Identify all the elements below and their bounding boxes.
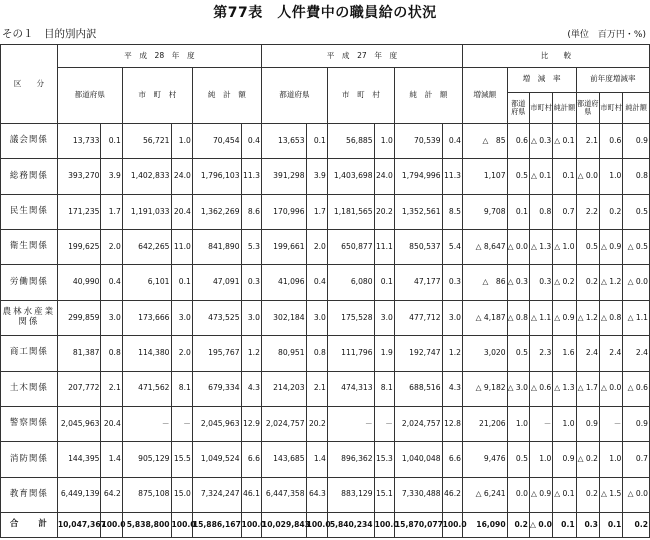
table-cell: 0.2	[623, 512, 650, 537]
table-cell: 841,890	[192, 230, 241, 265]
table-cell: 24.0	[374, 159, 394, 194]
header-change-rate: 増 減 率	[507, 67, 576, 92]
table-cell: 850,537	[394, 230, 442, 265]
table-cell: 81,387	[57, 336, 101, 371]
table-cell: 477,712	[394, 300, 442, 335]
table-cell: 679,334	[192, 371, 241, 406]
table-cell: 2.0	[306, 230, 327, 265]
table-cell: 3.0	[306, 300, 327, 335]
table-cell: 0.4	[101, 265, 122, 300]
table-cell: 1.4	[101, 442, 122, 477]
table-cell: △ 0.1	[529, 159, 552, 194]
table-cell: 8.1	[171, 371, 192, 406]
row-label: 合 計	[1, 512, 58, 537]
table-cell: 471,562	[122, 371, 171, 406]
table-cell: 41,096	[261, 265, 306, 300]
table-cell: △ 0.3	[507, 265, 529, 300]
table-cell: 199,661	[261, 230, 306, 265]
table-cell: △ 0.2	[576, 442, 599, 477]
row-label: 警察関係	[1, 406, 58, 441]
page-title: 第77表 人件費中の職員給の状況	[213, 5, 437, 21]
table-row	[1, 159, 650, 194]
table-cell: 144,395	[57, 442, 101, 477]
table-cell: △ 1.2	[599, 265, 622, 300]
table-cell: 1,107	[462, 159, 507, 194]
table-subtitle: その１ 目的別内訳	[2, 28, 97, 40]
table-cell: 3.9	[306, 159, 327, 194]
header-prev-rate-net: 純計額	[623, 92, 650, 123]
table-cell: 173,666	[122, 300, 171, 335]
table-cell: 1.0	[529, 442, 552, 477]
table-cell: 1,794,996	[394, 159, 442, 194]
table-cell: 12.9	[241, 406, 261, 441]
table-cell: 0.9	[553, 442, 576, 477]
table-cell: 393,270	[57, 159, 101, 194]
row-label: 土木関係	[1, 371, 58, 406]
table-cell: 15.0	[171, 477, 192, 512]
table-cell: 207,772	[57, 371, 101, 406]
table-cell: △ 1.2	[576, 300, 599, 335]
table-cell: 0.3	[241, 265, 261, 300]
table-cell: 214,203	[261, 371, 306, 406]
table-cell: 46.1	[241, 477, 261, 512]
table-cell: 6,101	[122, 265, 171, 300]
table-cell: △ 3.0	[507, 371, 529, 406]
table-cell: 4.3	[442, 371, 462, 406]
table-cell: 100.0	[171, 512, 192, 537]
header-fy27: 平 成 27 年 度	[261, 45, 462, 68]
table-cell: 0.3	[529, 265, 552, 300]
header-fy27-prefecture: 都道府県	[261, 67, 327, 123]
table-cell: 3.0	[171, 300, 192, 335]
table-cell: 11.3	[442, 159, 462, 194]
row-label: 総務関係	[1, 159, 58, 194]
table-cell: △ 0.0	[529, 512, 552, 537]
table-cell: 0.1	[553, 159, 576, 194]
row-label: 衛生関係	[1, 230, 58, 265]
table-cell: 6.6	[442, 442, 462, 477]
row-label: 労働関係	[1, 265, 58, 300]
table-cell: △ 1.0	[553, 230, 576, 265]
table-cell: △ 0.1	[553, 477, 576, 512]
table-cell: 20.2	[374, 194, 394, 229]
table-cell: 11.3	[241, 159, 261, 194]
table-row	[1, 300, 650, 335]
table-cell: 0.6	[599, 124, 622, 159]
row-label: 農林水産業関係	[1, 300, 58, 335]
table-cell: 302,184	[261, 300, 306, 335]
table-cell: 1.6	[553, 336, 576, 371]
table-cell: 3.0	[374, 300, 394, 335]
table-cell: 0.2	[576, 265, 599, 300]
table-cell: 10,047,367	[57, 512, 101, 537]
table-cell: 2.4	[623, 336, 650, 371]
table-cell: △ 0.6	[623, 371, 650, 406]
table-cell: 20.4	[171, 194, 192, 229]
table-cell: －	[122, 406, 171, 441]
table-cell: 0.3	[576, 512, 599, 537]
table-cell: 64.2	[101, 477, 122, 512]
table-cell: 2.0	[171, 336, 192, 371]
table-cell: 905,129	[122, 442, 171, 477]
table-cell: △ 0.8	[507, 300, 529, 335]
table-cell: 111,796	[327, 336, 374, 371]
table-cell: 1.0	[171, 124, 192, 159]
table-cell: 0.1	[101, 124, 122, 159]
table-cell: 1.0	[374, 124, 394, 159]
table-cell: 2,045,963	[57, 406, 101, 441]
table-cell: 1.9	[374, 336, 394, 371]
table-cell: 40,990	[57, 265, 101, 300]
table-cell: 4.3	[241, 371, 261, 406]
table-cell: 0.5	[507, 336, 529, 371]
table-cell: 688,516	[394, 371, 442, 406]
header-rate-prefecture: 都道府県	[507, 92, 529, 123]
table-cell: 100.0	[442, 512, 462, 537]
table-cell: 11.1	[374, 230, 394, 265]
table-cell: 1.0	[553, 406, 576, 441]
table-cell: 170,996	[261, 194, 306, 229]
table-cell: 1,040,048	[394, 442, 442, 477]
table-cell: 6,080	[327, 265, 374, 300]
table-cell: 11.0	[171, 230, 192, 265]
table-cell: 0.3	[442, 265, 462, 300]
unit-label: (単位 百万円・%)	[567, 30, 646, 40]
table-cell: 192,747	[394, 336, 442, 371]
table-cell: △ 4,187	[462, 300, 507, 335]
header-fy27-municipality: 市 町 村	[327, 67, 394, 123]
table-row	[1, 336, 650, 371]
table-row	[1, 194, 650, 229]
header-prev-change-rate: 前年度増減率	[576, 67, 649, 92]
table-cell: 100.0	[306, 512, 327, 537]
table-cell: 0.7	[553, 194, 576, 229]
header-fy28-municipality: 市 町 村	[122, 67, 192, 123]
table-cell: 2.1	[101, 371, 122, 406]
table-cell: 0.5	[507, 159, 529, 194]
row-label: 商工関係	[1, 336, 58, 371]
table-cell: 47,091	[192, 265, 241, 300]
header-fy28-prefecture: 都道府県	[57, 67, 122, 123]
table-cell: △ 0.0	[599, 371, 622, 406]
table-cell: 5,840,234	[327, 512, 374, 537]
table-row	[1, 406, 650, 441]
table-cell: 0.2	[576, 477, 599, 512]
table-cell: △ 8,647	[462, 230, 507, 265]
header-fy28: 平 成 28 年 度	[57, 45, 261, 68]
table-cell: 5.3	[241, 230, 261, 265]
table-cell: 1,049,524	[192, 442, 241, 477]
header-change-amount: 増減額	[462, 67, 507, 123]
table-row	[1, 477, 650, 512]
table-cell: △ 0.0	[623, 265, 650, 300]
table-cell: △ 0.8	[599, 300, 622, 335]
table-cell: △ 1.3	[529, 230, 552, 265]
row-label: 議会関係	[1, 124, 58, 159]
table-row	[1, 265, 650, 300]
table-cell: 883,129	[327, 477, 374, 512]
table-cell: 10,029,843	[261, 512, 306, 537]
table-cell: －	[327, 406, 374, 441]
table-cell: 3.0	[241, 300, 261, 335]
table-cell: 24.0	[171, 159, 192, 194]
table-cell: 21,206	[462, 406, 507, 441]
header-fy28-net-total: 純 計 額	[192, 67, 261, 123]
table-cell: 0.7	[623, 442, 650, 477]
header-rate-municipality: 市町村	[529, 92, 552, 123]
table-cell: 3,020	[462, 336, 507, 371]
total-row	[1, 512, 650, 537]
table-cell: 7,324,247	[192, 477, 241, 512]
data-table	[0, 44, 650, 538]
table-cell: 8.6	[241, 194, 261, 229]
table-cell: 0.1	[171, 265, 192, 300]
table-cell: 1.2	[241, 336, 261, 371]
table-cell: 2.0	[101, 230, 122, 265]
table-cell: 875,108	[122, 477, 171, 512]
table-cell: 47,177	[394, 265, 442, 300]
table-cell: 199,625	[57, 230, 101, 265]
table-cell: 80,951	[261, 336, 306, 371]
table-cell: 1.7	[306, 194, 327, 229]
table-cell: 1,403,698	[327, 159, 374, 194]
table-cell: －	[171, 406, 192, 441]
table-cell: 1.2	[442, 336, 462, 371]
table-cell: △ 0.5	[623, 230, 650, 265]
table-cell: 13,653	[261, 124, 306, 159]
table-cell: 642,265	[122, 230, 171, 265]
table-cell: △ 0.3	[529, 124, 552, 159]
table-cell: 0.2	[599, 194, 622, 229]
table-cell: －	[599, 406, 622, 441]
table-cell: 1,191,033	[122, 194, 171, 229]
table-cell: 391,298	[261, 159, 306, 194]
table-cell: 5.4	[442, 230, 462, 265]
table-cell: 195,767	[192, 336, 241, 371]
table-cell: 2.1	[306, 371, 327, 406]
table-cell: 0.1	[306, 124, 327, 159]
table-cell: △ 1.1	[529, 300, 552, 335]
table-cell: △ 0.9	[599, 230, 622, 265]
table-cell: 0.9	[623, 406, 650, 441]
header-rate-net: 純計額	[553, 92, 576, 123]
header-comparison: 比 較	[462, 45, 649, 68]
table-cell: 2,024,757	[261, 406, 306, 441]
table-cell: 9,708	[462, 194, 507, 229]
table-cell: △ 0.2	[553, 265, 576, 300]
table-cell: 114,380	[122, 336, 171, 371]
table-cell: 46.2	[442, 477, 462, 512]
table-cell: 64.3	[306, 477, 327, 512]
table-cell: 6,447,358	[261, 477, 306, 512]
table-cell: △ 9,182	[462, 371, 507, 406]
table-cell: 0.5	[507, 442, 529, 477]
table-cell: 6.6	[241, 442, 261, 477]
table-cell: 15,870,077	[394, 512, 442, 537]
table-cell: 1.4	[306, 442, 327, 477]
table-cell: 0.9	[576, 406, 599, 441]
table-cell: 0.8	[306, 336, 327, 371]
table-cell: 0.5	[623, 194, 650, 229]
table-cell: －	[374, 406, 394, 441]
table-cell: 474,313	[327, 371, 374, 406]
table-cell: 56,885	[327, 124, 374, 159]
table-row	[1, 124, 650, 159]
table-cell: △ 0.0	[576, 159, 599, 194]
table-cell: △ 0.9	[529, 477, 552, 512]
table-cell: 7,330,488	[394, 477, 442, 512]
table-cell: 100.0	[374, 512, 394, 537]
table-cell: 0.6	[507, 124, 529, 159]
header-prev-rate-municipality: 市町村	[599, 92, 622, 123]
table-cell: 12.8	[442, 406, 462, 441]
table-cell: 70,454	[192, 124, 241, 159]
table-cell: △ 0.9	[553, 300, 576, 335]
table-cell: △ 0.1	[553, 124, 576, 159]
table-cell: 0.8	[101, 336, 122, 371]
table-cell: 0.8	[623, 159, 650, 194]
header-fy27-net-total: 純 計 額	[394, 67, 462, 123]
table-cell: 3.9	[101, 159, 122, 194]
table-cell: 2.2	[576, 194, 599, 229]
table-cell: 2.3	[529, 336, 552, 371]
table-cell: 3.0	[442, 300, 462, 335]
table-cell: 896,362	[327, 442, 374, 477]
table-cell: 0.2	[507, 512, 529, 537]
table-cell: 0.5	[576, 230, 599, 265]
table-cell: 0.1	[553, 512, 576, 537]
header-prev-rate-prefecture: 都道府県	[576, 92, 599, 123]
table-cell: 8.5	[442, 194, 462, 229]
table-cell: 0.1	[507, 194, 529, 229]
table-cell: 0.1	[599, 512, 622, 537]
table-cell: 1.0	[599, 159, 622, 194]
table-cell: 16,090	[462, 512, 507, 537]
table-cell: △ 0.0	[623, 477, 650, 512]
table-cell: 1.0	[599, 442, 622, 477]
table-row	[1, 442, 650, 477]
table-cell: 1,352,561	[394, 194, 442, 229]
table-cell: 0.8	[529, 194, 552, 229]
table-cell: △ 1.5	[599, 477, 622, 512]
table-cell: 175,528	[327, 300, 374, 335]
table-cell: △ 1.7	[576, 371, 599, 406]
table-cell: 100.0	[101, 512, 122, 537]
header-category: 区 分	[1, 45, 58, 124]
table-cell: 0.4	[241, 124, 261, 159]
row-label: 消防関係	[1, 442, 58, 477]
table-cell: 473,525	[192, 300, 241, 335]
table-cell: 1,796,103	[192, 159, 241, 194]
table-row	[1, 371, 650, 406]
table-cell: 0.4	[442, 124, 462, 159]
table-cell: 5,838,800	[122, 512, 171, 537]
table-cell: 0.9	[623, 124, 650, 159]
table-cell: △ 1.1	[623, 300, 650, 335]
table-cell: △ 1.3	[553, 371, 576, 406]
table-cell: 15,886,167	[192, 512, 241, 537]
table-cell: 1,362,269	[192, 194, 241, 229]
table-cell: 650,877	[327, 230, 374, 265]
table-cell: △ 85	[462, 124, 507, 159]
table-cell: 15.1	[374, 477, 394, 512]
table-cell: 0.0	[507, 477, 529, 512]
table-cell: 143,685	[261, 442, 306, 477]
table-cell: 15.5	[171, 442, 192, 477]
table-cell: 0.1	[374, 265, 394, 300]
row-label: 教育関係	[1, 477, 58, 512]
table-cell: △ 0.6	[529, 371, 552, 406]
table-cell: 6,449,139	[57, 477, 101, 512]
table-cell: 2.4	[599, 336, 622, 371]
table-cell: 1,402,833	[122, 159, 171, 194]
table-cell: 70,539	[394, 124, 442, 159]
table-cell: 15.3	[374, 442, 394, 477]
row-label: 民生関係	[1, 194, 58, 229]
table-cell: 20.2	[306, 406, 327, 441]
table-cell: △ 6,241	[462, 477, 507, 512]
table-cell: 8.1	[374, 371, 394, 406]
table-cell: 2.1	[576, 124, 599, 159]
table-row	[1, 230, 650, 265]
table-cell: 20.4	[101, 406, 122, 441]
table-cell: 0.4	[306, 265, 327, 300]
table-cell: 3.0	[101, 300, 122, 335]
table-cell: △ 0.0	[507, 230, 529, 265]
table-cell: 1,181,565	[327, 194, 374, 229]
table-cell: －	[529, 406, 552, 441]
table-cell: 2,045,963	[192, 406, 241, 441]
table-cell: 2,024,757	[394, 406, 442, 441]
table-cell: 13,733	[57, 124, 101, 159]
table-cell: 2.4	[576, 336, 599, 371]
table-cell: 56,721	[122, 124, 171, 159]
table-cell: 1.0	[507, 406, 529, 441]
table-cell: 100.0	[241, 512, 261, 537]
table-cell: 9,476	[462, 442, 507, 477]
table-cell: △ 86	[462, 265, 507, 300]
table-cell: 171,235	[57, 194, 101, 229]
table-cell: 1.7	[101, 194, 122, 229]
table-cell: 299,859	[57, 300, 101, 335]
